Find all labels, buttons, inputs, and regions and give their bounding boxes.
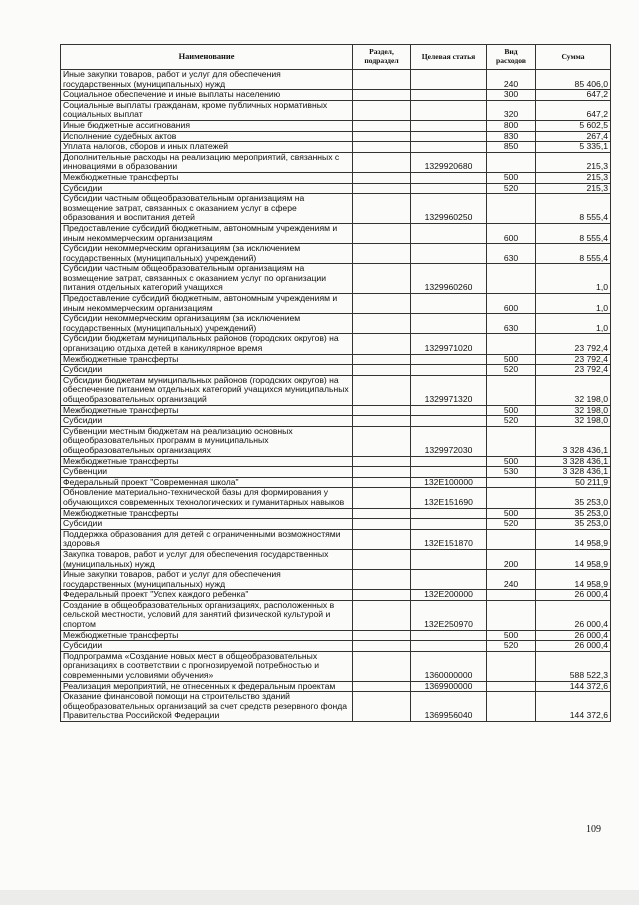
cell-name: Социальные выплаты гражданам, кроме публичных нормативных социальных выплат	[61, 100, 353, 120]
table-row	[61, 641, 611, 652]
cell-name: Дополнительные расходы на реализацию мероприятий, связанных с инновациями в образовании	[61, 152, 353, 172]
table-row	[61, 294, 611, 314]
cell-name: Закупка товаров, работ и услуг для обеспечения государственных (муниципальных) нужд	[61, 549, 353, 569]
cell-name: Иные закупки товаров, работ и услуг для обеспечения государственных (муниципальных) нужд	[61, 70, 353, 90]
cell-kind: 520	[487, 183, 536, 194]
cell-section	[353, 681, 411, 692]
cell-kind: 200	[487, 549, 536, 569]
cell-kind	[487, 426, 536, 456]
cell-sum: 215,3	[536, 183, 611, 194]
table-row	[61, 692, 611, 722]
cell-sum: 144 372,6	[536, 681, 611, 692]
cell-section	[353, 172, 411, 183]
table-row	[61, 416, 611, 427]
cell-name: Межбюджетные трансферты	[61, 405, 353, 416]
table-row	[61, 152, 611, 172]
cell-name: Субсидии некоммерческим организациям (за исключением государственных (муниципальных) учреждений)	[61, 244, 353, 264]
scan-bottom-strip	[0, 890, 639, 905]
cell-target	[411, 294, 487, 314]
table-row	[61, 590, 611, 601]
cell-target	[411, 519, 487, 530]
cell-kind: 500	[487, 508, 536, 519]
cell-kind: 630	[487, 314, 536, 334]
cell-target: 1329972030	[411, 426, 487, 456]
cell-sum: 35 253,0	[536, 519, 611, 530]
cell-kind	[487, 375, 536, 405]
cell-sum: 23 792,4	[536, 365, 611, 376]
table-row	[61, 549, 611, 569]
table-row	[61, 508, 611, 519]
cell-kind	[487, 334, 536, 354]
table-row	[61, 334, 611, 354]
cell-target: 132E151870	[411, 529, 487, 549]
header-section: Раздел, подраздел	[353, 45, 411, 70]
table-row	[61, 244, 611, 264]
cell-sum: 32 198,0	[536, 416, 611, 427]
cell-kind: 320	[487, 100, 536, 120]
cell-section	[353, 549, 411, 569]
cell-target	[411, 570, 487, 590]
cell-name: Иные закупки товаров, работ и услуг для обеспечения государственных (муниципальных) нужд	[61, 570, 353, 590]
table-row	[61, 681, 611, 692]
table-row	[61, 120, 611, 131]
cell-sum: 8 555,4	[536, 194, 611, 224]
cell-target	[411, 405, 487, 416]
cell-sum: 26 000,4	[536, 600, 611, 630]
cell-kind: 520	[487, 365, 536, 376]
cell-section	[353, 456, 411, 467]
table-row	[61, 183, 611, 194]
table-row	[61, 651, 611, 681]
cell-name: Социальное обеспечение и иные выплаты населению	[61, 90, 353, 101]
cell-section	[353, 488, 411, 508]
cell-name: Межбюджетные трансферты	[61, 456, 353, 467]
cell-section	[353, 416, 411, 427]
cell-section	[353, 590, 411, 601]
header-kind: Вид расходов	[487, 45, 536, 70]
cell-sum: 647,2	[536, 90, 611, 101]
table-row	[61, 477, 611, 488]
cell-section	[353, 651, 411, 681]
cell-kind	[487, 692, 536, 722]
cell-target	[411, 416, 487, 427]
cell-target: 132E100000	[411, 477, 487, 488]
cell-section	[353, 519, 411, 530]
cell-target	[411, 456, 487, 467]
table-row	[61, 172, 611, 183]
cell-section	[353, 264, 411, 294]
cell-section	[353, 508, 411, 519]
cell-kind	[487, 194, 536, 224]
header-target: Целевая статья	[411, 45, 487, 70]
cell-target: 1369956040	[411, 692, 487, 722]
cell-sum: 3 328 436,1	[536, 456, 611, 467]
cell-sum: 1,0	[536, 314, 611, 334]
table-header-row	[61, 45, 611, 70]
cell-target	[411, 314, 487, 334]
cell-section	[353, 600, 411, 630]
cell-target: 1329971320	[411, 375, 487, 405]
cell-name: Оказание финансовой помощи на строительство зданий общеобразовательных организаций за счет средств резервного фонда Правительства Российской Федерации	[61, 692, 353, 722]
cell-section	[353, 90, 411, 101]
cell-sum: 647,2	[536, 100, 611, 120]
table-row	[61, 194, 611, 224]
cell-name: Межбюджетные трансферты	[61, 630, 353, 641]
cell-kind: 800	[487, 120, 536, 131]
cell-kind: 830	[487, 131, 536, 142]
cell-kind: 500	[487, 630, 536, 641]
cell-kind: 300	[487, 90, 536, 101]
cell-sum: 26 000,4	[536, 590, 611, 601]
cell-kind	[487, 590, 536, 601]
table-row	[61, 519, 611, 530]
cell-target: 1360000000	[411, 651, 487, 681]
table-body	[61, 70, 611, 722]
cell-section	[353, 131, 411, 142]
table-row	[61, 131, 611, 142]
cell-name: Федеральный проект "Современная школа"	[61, 477, 353, 488]
cell-target: 1329960260	[411, 264, 487, 294]
cell-target	[411, 244, 487, 264]
table-row	[61, 488, 611, 508]
cell-section	[353, 692, 411, 722]
cell-target	[411, 172, 487, 183]
cell-name: Федеральный проект "Успех каждого ребенка"	[61, 590, 353, 601]
cell-sum: 85 406,0	[536, 70, 611, 90]
cell-target: 1369900000	[411, 681, 487, 692]
cell-name: Субвенции местным бюджетам на реализацию основных общеобразовательных программ в муниципальных общеобразовательных организациях	[61, 426, 353, 456]
cell-kind	[487, 681, 536, 692]
cell-target: 132E200000	[411, 590, 487, 601]
table-row	[61, 570, 611, 590]
cell-target	[411, 223, 487, 243]
cell-target: 1329971020	[411, 334, 487, 354]
cell-kind: 630	[487, 244, 536, 264]
cell-section	[353, 100, 411, 120]
cell-sum: 5 335,1	[536, 142, 611, 153]
cell-name: Субвенции	[61, 467, 353, 478]
cell-kind: 520	[487, 416, 536, 427]
cell-kind: 500	[487, 405, 536, 416]
cell-sum: 215,3	[536, 172, 611, 183]
header-sum: Сумма	[536, 45, 611, 70]
cell-name: Межбюджетные трансферты	[61, 508, 353, 519]
cell-section	[353, 375, 411, 405]
cell-target: 1329920680	[411, 152, 487, 172]
table-row	[61, 630, 611, 641]
cell-name: Уплата налогов, сборов и иных платежей	[61, 142, 353, 153]
table-row	[61, 456, 611, 467]
cell-kind: 500	[487, 354, 536, 365]
cell-kind	[487, 529, 536, 549]
cell-section	[353, 529, 411, 549]
cell-section	[353, 641, 411, 652]
cell-section	[353, 152, 411, 172]
table-row	[61, 365, 611, 376]
cell-name: Субсидии частным общеобразовательным организациям на возмещение затрат, связанных с оказанием услуг по организации питания отдельных категорий учащихся	[61, 264, 353, 294]
cell-target: 132E151690	[411, 488, 487, 508]
cell-section	[353, 314, 411, 334]
table-row	[61, 405, 611, 416]
cell-sum: 35 253,0	[536, 488, 611, 508]
cell-sum: 23 792,4	[536, 334, 611, 354]
cell-kind: 530	[487, 467, 536, 478]
cell-name: Субсидии	[61, 641, 353, 652]
cell-kind	[487, 651, 536, 681]
cell-sum: 50 211,9	[536, 477, 611, 488]
cell-sum: 8 555,4	[536, 223, 611, 243]
cell-name: Субсидии бюджетам муниципальных районов (городских округов) на обеспечение питанием отдельных категорий учащихся муниципальных общеобразовательных организаций	[61, 375, 353, 405]
cell-section	[353, 194, 411, 224]
cell-name: Межбюджетные трансферты	[61, 172, 353, 183]
header-name: Наименование	[61, 45, 353, 70]
cell-sum: 35 253,0	[536, 508, 611, 519]
cell-section	[353, 70, 411, 90]
table-row	[61, 100, 611, 120]
cell-target	[411, 467, 487, 478]
table-row	[61, 375, 611, 405]
cell-target	[411, 131, 487, 142]
cell-target: 132E250970	[411, 600, 487, 630]
cell-name: Субсидии частным общеобразовательным организациям на возмещение затрат, связанных с оказанием услуг в сфере образования и воспитания детей	[61, 194, 353, 224]
table-row	[61, 529, 611, 549]
cell-sum: 14 958,9	[536, 549, 611, 569]
cell-name: Межбюджетные трансферты	[61, 354, 353, 365]
cell-sum: 14 958,9	[536, 529, 611, 549]
cell-section	[353, 334, 411, 354]
table-row	[61, 264, 611, 294]
cell-kind	[487, 264, 536, 294]
cell-kind: 600	[487, 294, 536, 314]
cell-name: Исполнение судебных актов	[61, 131, 353, 142]
cell-name: Создание в общеобразовательных организациях, расположенных в сельской местности, условий для занятий физической культурой и спортом	[61, 600, 353, 630]
cell-target	[411, 365, 487, 376]
cell-name: Обновление материально-технической базы для формирования у обучающихся современных технологических и гуманитарных навыков	[61, 488, 353, 508]
cell-sum: 5 602,5	[536, 120, 611, 131]
cell-kind: 520	[487, 641, 536, 652]
cell-section	[353, 120, 411, 131]
cell-target: 1329960250	[411, 194, 487, 224]
cell-name: Субсидии	[61, 183, 353, 194]
cell-kind	[487, 477, 536, 488]
cell-sum: 23 792,4	[536, 354, 611, 365]
cell-target	[411, 354, 487, 365]
cell-name: Предоставление субсидий бюджетным, автономным учреждениям и иным некоммерческим организациям	[61, 223, 353, 243]
cell-kind: 240	[487, 70, 536, 90]
cell-name: Иные бюджетные ассигнования	[61, 120, 353, 131]
cell-target	[411, 90, 487, 101]
cell-sum: 8 555,4	[536, 244, 611, 264]
cell-sum: 32 198,0	[536, 375, 611, 405]
cell-section	[353, 630, 411, 641]
cell-kind	[487, 152, 536, 172]
cell-name: Реализация мероприятий, не отнесенных к федеральным проектам	[61, 681, 353, 692]
cell-sum: 1,0	[536, 264, 611, 294]
cell-name: Субсидии	[61, 416, 353, 427]
cell-sum: 588 522,3	[536, 651, 611, 681]
cell-sum: 14 958,9	[536, 570, 611, 590]
cell-name: Субсидии бюджетам муниципальных районов (городских округов) на организацию отдыха детей в каникулярное время	[61, 334, 353, 354]
cell-sum: 144 372,6	[536, 692, 611, 722]
cell-target	[411, 70, 487, 90]
table-row	[61, 467, 611, 478]
budget-table	[60, 44, 611, 722]
cell-sum: 3 328 436,1	[536, 426, 611, 456]
cell-sum: 26 000,4	[536, 630, 611, 641]
cell-name: Поддержка образования для детей с ограниченными возможностями здоровья	[61, 529, 353, 549]
cell-name: Предоставление субсидий бюджетным, автономным учреждениям и иным некоммерческим организациям	[61, 294, 353, 314]
cell-kind	[487, 488, 536, 508]
cell-kind: 600	[487, 223, 536, 243]
cell-target	[411, 549, 487, 569]
cell-kind: 500	[487, 456, 536, 467]
cell-section	[353, 244, 411, 264]
cell-section	[353, 142, 411, 153]
cell-target	[411, 120, 487, 131]
cell-section	[353, 405, 411, 416]
cell-section	[353, 570, 411, 590]
table-row	[61, 223, 611, 243]
cell-section	[353, 426, 411, 456]
table-row	[61, 70, 611, 90]
cell-target	[411, 183, 487, 194]
cell-sum: 267,4	[536, 131, 611, 142]
table-row	[61, 90, 611, 101]
cell-target	[411, 508, 487, 519]
cell-section	[353, 183, 411, 194]
cell-section	[353, 477, 411, 488]
cell-section	[353, 365, 411, 376]
cell-section	[353, 467, 411, 478]
table-row	[61, 426, 611, 456]
cell-kind	[487, 600, 536, 630]
cell-target	[411, 641, 487, 652]
page-number: 109	[586, 824, 601, 835]
cell-kind: 240	[487, 570, 536, 590]
cell-sum: 3 328 436,1	[536, 467, 611, 478]
table-row	[61, 600, 611, 630]
cell-target	[411, 142, 487, 153]
cell-name: Субсидии	[61, 519, 353, 530]
cell-sum: 215,3	[536, 152, 611, 172]
cell-sum: 26 000,4	[536, 641, 611, 652]
cell-kind: 520	[487, 519, 536, 530]
cell-target	[411, 630, 487, 641]
cell-section	[353, 294, 411, 314]
cell-name: Подпрограмма «Создание новых мест в общеобразовательных организациях в соответствии с прогнозируемой потребностью и современными условиями обучения»	[61, 651, 353, 681]
cell-section	[353, 223, 411, 243]
cell-name: Субсидии некоммерческим организациям (за исключением государственных (муниципальных) учреждений)	[61, 314, 353, 334]
cell-sum: 1,0	[536, 294, 611, 314]
cell-kind: 500	[487, 172, 536, 183]
cell-kind: 850	[487, 142, 536, 153]
table-row	[61, 314, 611, 334]
cell-section	[353, 354, 411, 365]
table-row	[61, 142, 611, 153]
cell-target	[411, 100, 487, 120]
cell-sum: 32 198,0	[536, 405, 611, 416]
table-row	[61, 354, 611, 365]
cell-name: Субсидии	[61, 365, 353, 376]
